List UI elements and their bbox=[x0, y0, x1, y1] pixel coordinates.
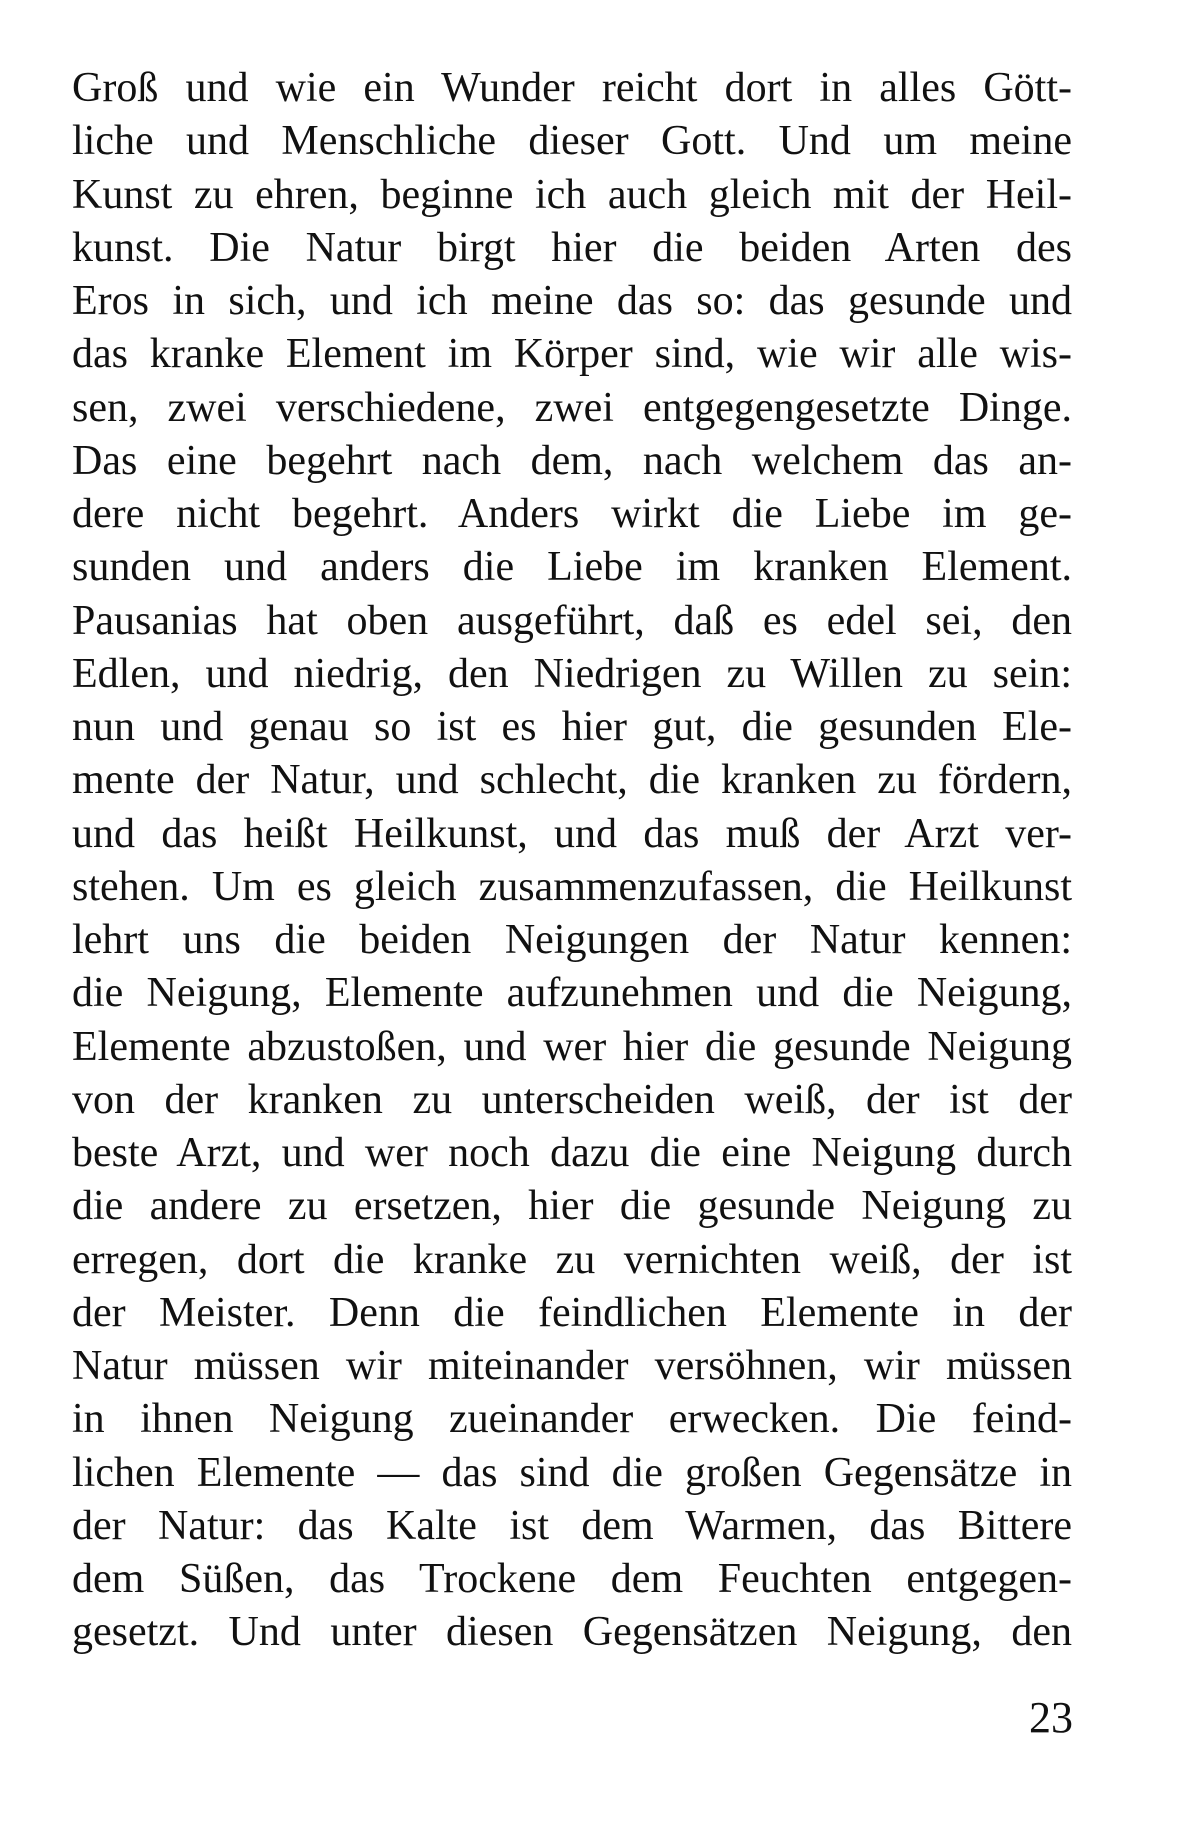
text-line: Kunst zu ehren, beginne ich auch gleich mit der Heil- bbox=[72, 171, 1072, 218]
text-line: Natur müssen wir miteinander versöhnen, wir müssen bbox=[72, 1343, 1072, 1389]
text-line: dem Süßen, das Trockene dem Feuchten entgegen- bbox=[72, 1556, 1072, 1602]
text-line: und das heißt Heilkunst, und das muß der Arzt ver- bbox=[72, 810, 1072, 857]
text-line: der Natur: das Kalte ist dem Warmen, das Bittere bbox=[72, 1502, 1072, 1549]
text-line: Eros in sich, und ich meine das so: das gesunde und bbox=[72, 278, 1072, 324]
text-line: erregen, dort die kranke zu vernichten weiß, der ist bbox=[72, 1236, 1072, 1283]
text-line: der Meister. Denn die feindlichen Elemente in der bbox=[72, 1289, 1072, 1336]
text-line: stehen. Um es gleich zusammenzufassen, die Heilkunst bbox=[72, 863, 1072, 910]
text-line: Das eine begehrt nach dem, nach welchem das an- bbox=[72, 437, 1072, 484]
text-line: das kranke Element im Körper sind, wie wir alle wis- bbox=[72, 331, 1072, 378]
text-line: lichen Elemente — das sind die großen Gegensätze in bbox=[72, 1449, 1072, 1496]
text-line: die Neigung, Elemente aufzunehmen und die Neigung, bbox=[72, 970, 1072, 1017]
text-line: liche und Menschliche dieser Gott. Und um meine bbox=[72, 118, 1072, 165]
text-line: Groß und wie ein Wunder reicht dort in alles Gött- bbox=[72, 65, 1072, 111]
text-line: sunden und anders die Liebe im kranken Element. bbox=[72, 544, 1072, 591]
text-line: lehrt uns die beiden Neigungen der Natur kennen: bbox=[72, 917, 1072, 963]
text-line: Edlen, und niedrig, den Niedrigen zu Willen zu sein: bbox=[72, 650, 1072, 697]
text-line: in ihnen Neigung zueinander erwecken. Die feind- bbox=[72, 1396, 1072, 1443]
text-line: mente der Natur, und schlecht, die kranken zu fördern, bbox=[72, 757, 1072, 804]
body-text bbox=[72, 62, 1072, 1660]
text-line: sen, zwei verschiedene, zwei entgegengesetzte Dinge. bbox=[72, 384, 1072, 431]
text-line: Pausanias hat oben ausgeführt, daß es edel sei, den bbox=[72, 597, 1072, 644]
text-line: von der kranken zu unterscheiden weiß, der ist der bbox=[72, 1076, 1072, 1123]
text-line: die andere zu ersetzen, hier die gesunde Neigung zu bbox=[72, 1183, 1072, 1230]
text-line: kunst. Die Natur birgt hier die beiden Arten des bbox=[72, 224, 1072, 271]
text-line: Elemente abzustoßen, und wer hier die gesunde Neigung bbox=[72, 1023, 1072, 1070]
text-line: beste Arzt, und wer noch dazu die eine Neigung durch bbox=[72, 1130, 1072, 1176]
text-line: gesetzt. Und unter diesen Gegensätzen Neigung, den bbox=[72, 1609, 1072, 1656]
page-number: 23 bbox=[1029, 1693, 1073, 1742]
text-line: nun und genau so ist es hier gut, die gesunden Ele- bbox=[72, 704, 1072, 750]
text-line: dere nicht begehrt. Anders wirkt die Liebe im ge- bbox=[72, 491, 1072, 537]
